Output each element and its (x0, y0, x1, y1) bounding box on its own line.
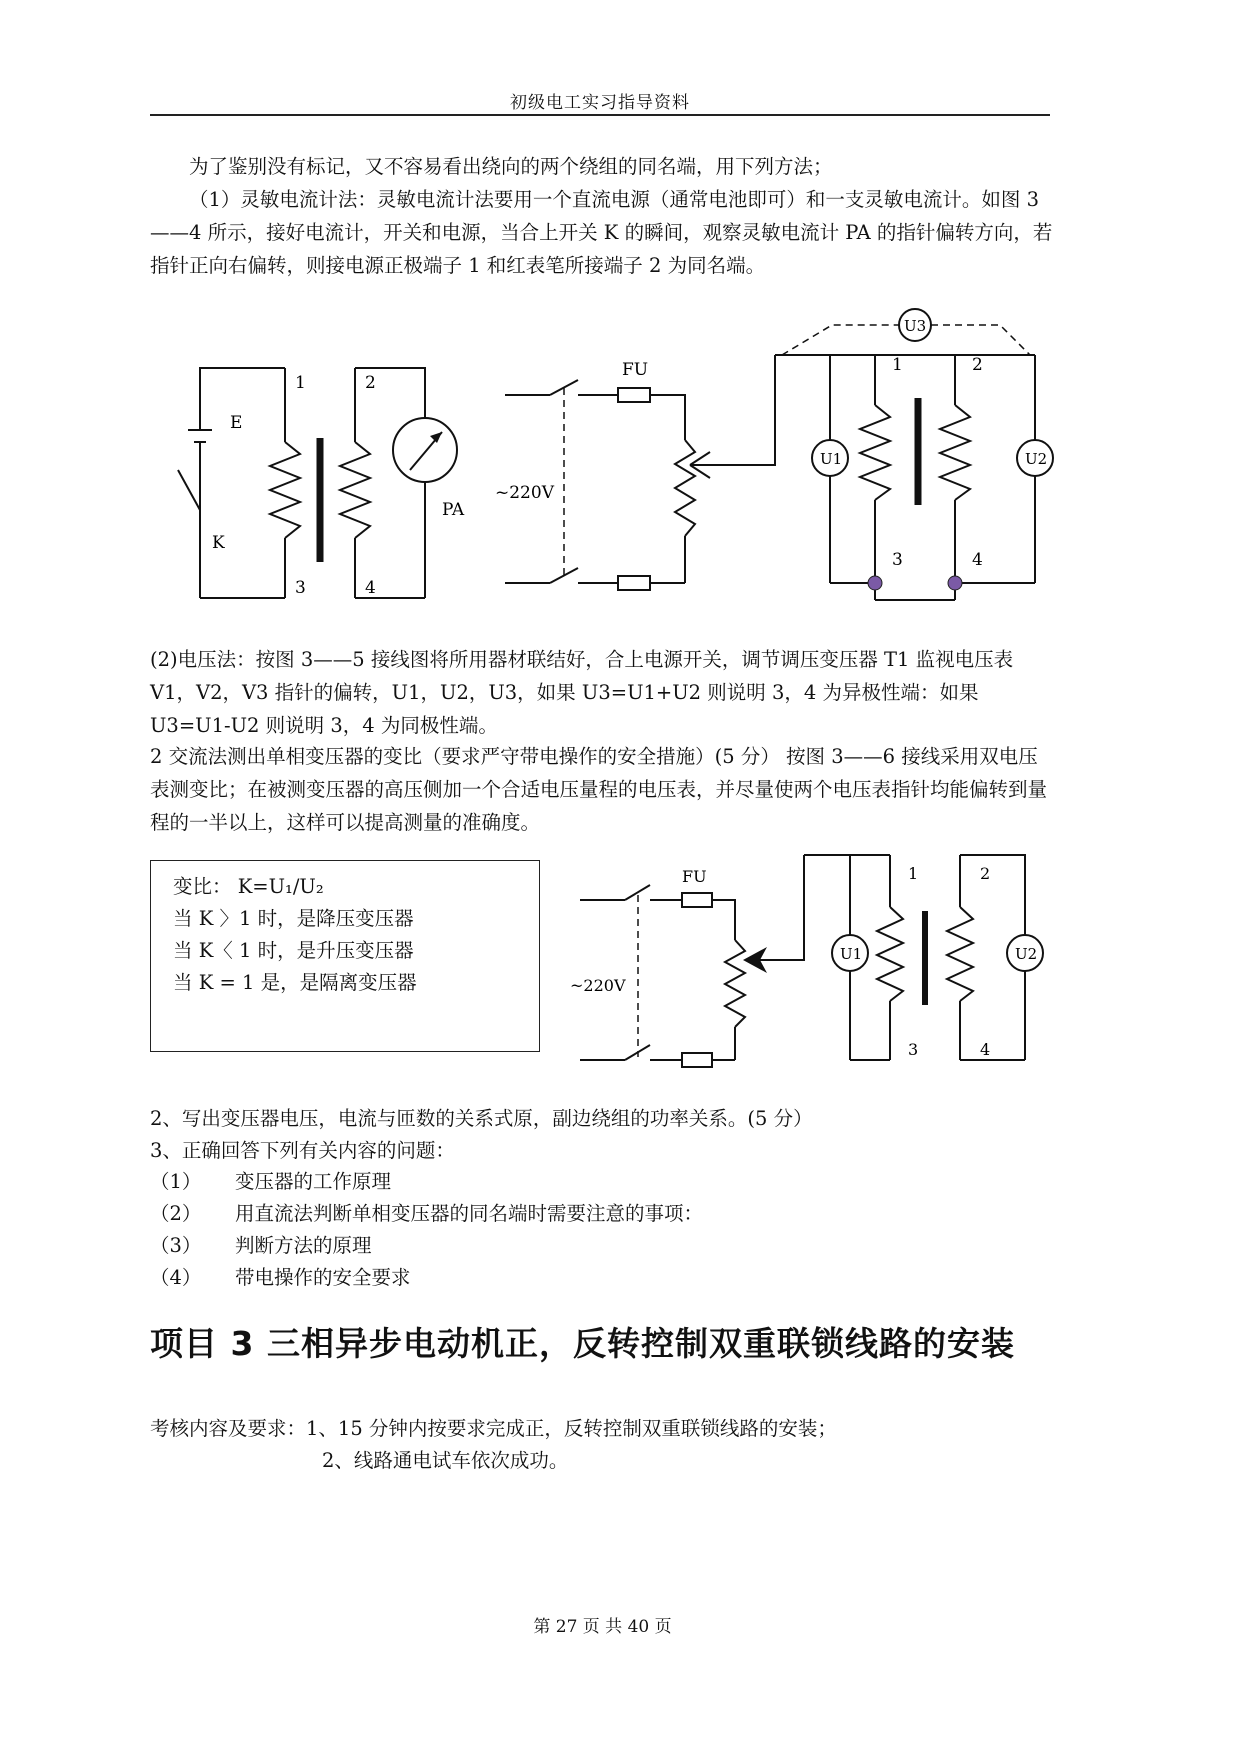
figure-3-4-diagram (180, 350, 465, 625)
fig36-terminal-1: 1 (908, 864, 919, 883)
fig35-terminal-2: 2 (972, 355, 983, 375)
page-header: 初级电工实习指导资料 (510, 93, 690, 113)
intro-paragraph: 为了鉴别没有标记，又不容易看出绕向的两个绕组的同名端，用下列方法； (189, 155, 833, 178)
item2-paragraph: 2 交流法测出单相变压器的变比（要求严守带电操作的安全措施）(5 分） 按图 3——6 接线采用双电压表测变比；在被测变压器的高压侧加一个合适电压量程的电压表，并尽量使两个电压表指针均能偏转到量程的一半以上，这样可以提高测量的准确度。 (150, 745, 1048, 834)
fig36-terminal-2: 2 (980, 864, 991, 883)
method2-paragraph: (2)电压法：按图 3——5 接线图将所用器材联结好，合上电源开关，调节调压变压器 T1 监视电压表 V1，V2，V3 指针的偏转，U1，U2，U3，如果 U3=U1+U2 则说明 3，4 为异极性端：如果 U3=U1-U2 则说明 3，4 为同极性端。 (150, 648, 1014, 737)
fig34-battery-label: E (230, 413, 243, 433)
fig36-terminal-4: 4 (980, 1040, 991, 1059)
fig36-fuse-label: FU (682, 867, 707, 886)
figure-3-6-diagram (570, 855, 1050, 1080)
project-heading: 项目 3 三相异步电动机正，反转控制双重联锁线路的安装 (150, 1324, 1015, 1363)
header-rule (150, 114, 1050, 116)
ratio-formula: 变比： K=U₁/U₂ (173, 875, 324, 898)
fig36-voltage-label: ~220V (570, 976, 626, 995)
fig35-terminal-4: 4 (972, 550, 983, 570)
fig34-terminal-1: 1 (295, 373, 306, 393)
list-item: （1） 变压器的工作原理 (150, 1170, 392, 1193)
fig34-terminal-4: 4 (365, 578, 376, 598)
fig36-u2-meter: U2 (1015, 945, 1038, 963)
fig34-terminal-2: 2 (365, 373, 376, 393)
fig35-voltage-label: ~220V (495, 483, 554, 503)
list-item: （3） 判断方法的原理 (150, 1234, 372, 1257)
fig35-u2-meter: U2 (1025, 450, 1048, 468)
fig34-terminal-3: 3 (295, 578, 306, 598)
fig36-terminal-3: 3 (908, 1040, 919, 1059)
question-2: 2、写出变压器电压，电流与匝数的关系式原，副边绕组的功率关系。(5 分） (150, 1107, 813, 1130)
fig35-u3-meter: U3 (904, 317, 927, 335)
project-requirement-1: 考核内容及要求：1、15 分钟内按要求完成正，反转控制双重联锁线路的安装； (150, 1417, 837, 1440)
method1-paragraph: （1）灵敏电流计法：灵敏电流计法要用一个直流电源（通常电池即可）和一支灵敏电流计。如图 3——4 所示，接好电流计，开关和电源，当合上开关 K 的瞬间，观察灵敏电流计 PA 的指针偏转方向，若指针正向右偏转，则接电源正极端子 1 和红表笔所接端子 2 为同名端。 (150, 188, 1053, 277)
fig35-u1-meter: U1 (820, 450, 843, 468)
ratio-case-step-up: 当 K〈 1 时，是升压变压器 (173, 939, 414, 962)
fig35-terminal-1: 1 (892, 355, 903, 375)
fig35-fuse-label: FU (622, 360, 649, 380)
list-item: （4） 带电操作的安全要求 (150, 1266, 411, 1289)
fig34-switch-label: K (212, 533, 225, 553)
question-3: 3、正确回答下列有关内容的问题： (150, 1139, 455, 1162)
page-number: 第 27 页 共 40 页 (533, 1617, 672, 1637)
question-list (150, 1166, 703, 1294)
list-item: （2） 用直流法判断单相变压器的同名端时需要注意的事项： (150, 1202, 704, 1225)
fig35-terminal-3: 3 (892, 550, 903, 570)
fig36-u1-meter: U1 (840, 945, 863, 963)
project-requirement-2: 2、线路通电试车依次成功。 (322, 1449, 569, 1472)
figure-3-5-diagram (495, 300, 1075, 610)
ratio-case-step-down: 当 K 〉1 时，是降压变压器 (173, 907, 414, 930)
ratio-case-isolation: 当 K = 1 是，是隔离变压器 (173, 971, 417, 994)
fig34-galvanometer-label: PA (442, 500, 465, 520)
ratio-box (150, 860, 540, 1052)
